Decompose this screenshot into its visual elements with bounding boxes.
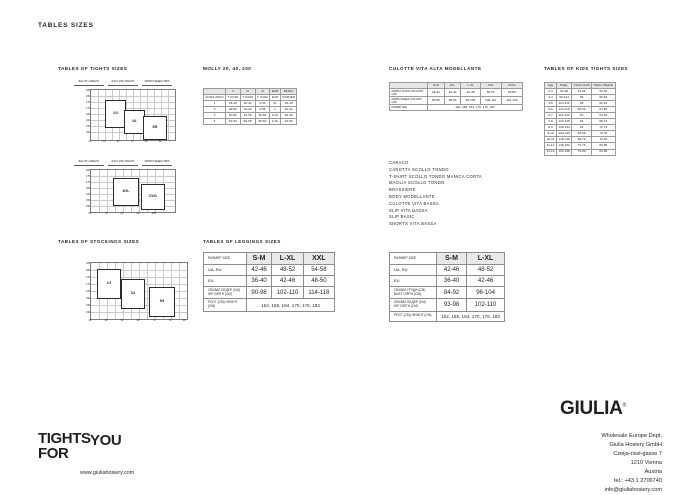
kids-r0c0: 2-3 <box>545 89 557 95</box>
product-list <box>389 160 482 228</box>
stockings-ytick-3: 170 <box>86 283 90 286</box>
kids-r7c0: 9-10 <box>545 131 557 137</box>
table-row <box>204 276 335 287</box>
address-line-5: tel.: +43 1 2706740 <box>613 478 662 485</box>
molly-r1c2: 32-34 <box>240 107 255 113</box>
molly-h-5: BA/MU <box>280 89 296 95</box>
leggings-r0c0: 42-46 <box>247 265 272 276</box>
product-list-title: CARACO <box>389 160 409 165</box>
stockings-ytick-4: 165 <box>86 290 90 293</box>
kids-h-2: Chest Girth <box>573 82 590 87</box>
stockings-ytick-0: 185 <box>86 262 90 265</box>
leggings-r1c0: 36-40 <box>247 276 272 287</box>
kids-r2c3: 62-64 <box>591 101 615 107</box>
brt-r3c0: 93-98 <box>437 299 467 311</box>
leggings-h-0: S-M <box>247 253 272 265</box>
tights-chart-2 <box>72 160 182 216</box>
chart2-xtick-1: 70 <box>104 211 108 215</box>
chart1-group-label-0: ВЕС (КГ) /WEIGHT <box>78 80 100 83</box>
molly-sh-5: РАЗМЕР <box>282 94 295 99</box>
table-row <box>390 311 505 321</box>
kids-r10c0: 12-13 <box>546 149 555 154</box>
molly-r1c4: L <box>270 107 281 113</box>
chart1-ytick-4: 165 <box>86 113 90 116</box>
kids-r6c0: 8-9 <box>545 125 557 131</box>
page-title: TABLES SIZES <box>38 22 94 29</box>
chart2-ytick-3: 165 <box>86 187 90 190</box>
molly-r3c1: 52-54 <box>225 119 240 125</box>
section-title-kids: TABLES OF KIDS TIGHTS SIZES <box>544 66 629 71</box>
chart1-ytick-5: 160 <box>86 119 90 122</box>
chart2-ytick-6: 150 <box>86 205 90 208</box>
table-row <box>390 97 523 105</box>
chart2-group-label-1: РОСТ (СМ) /HEIGHT <box>111 160 135 163</box>
brt-r0c0: 42-46 <box>437 265 467 276</box>
address-email[interactable]: info@giuliahosiery.com <box>604 487 662 494</box>
kids-r3c2: 58-60 <box>572 107 592 113</box>
table-row <box>390 276 505 287</box>
stockings-xtick-6: 90 <box>182 318 186 322</box>
leggings-table <box>203 252 335 312</box>
kids-r4c1: 116-122 <box>556 113 571 119</box>
chart2-grid <box>86 169 176 213</box>
kids-r10c3: 84-88 <box>591 149 615 155</box>
molly-sh-3: T /COM <box>257 94 268 99</box>
kids-r8c0: 10-11 <box>545 137 557 143</box>
molly-sh-2: T /COM <box>242 94 254 99</box>
molly-table <box>203 88 297 125</box>
stockings-ytick-1: 180 <box>86 269 90 272</box>
chart2-xtick-0: 60 <box>88 211 92 215</box>
kids-r6c3: 72-76 <box>591 125 615 131</box>
brt-h-0: S-M <box>437 253 467 265</box>
section-stockings <box>58 239 139 244</box>
leggings-r3-label: РОСТ (СМ) HEIGHT (CM) <box>204 299 247 311</box>
table-row <box>390 265 505 276</box>
chart1-xtick-3: 70 <box>130 139 134 143</box>
molly-r2c4: 2-XL <box>271 112 279 117</box>
culotte-r1c2: 98-104 <box>461 97 480 105</box>
kids-r2c1: 104-110 <box>556 101 571 107</box>
leggings-r2c2: 114-118 <box>303 287 334 299</box>
brt-r4-values: 152, 158, 164, 170, 176, 182 <box>437 311 505 321</box>
brt-r0-label: UA, RU <box>390 265 437 276</box>
culotte-r2-values: 152, 158, 164, 170, 176, 182 <box>428 105 523 111</box>
brt-r2c0: 84-92 <box>437 287 467 299</box>
leggings-r0c2: 54-58 <box>303 265 334 276</box>
table-row <box>204 265 335 276</box>
table-row <box>204 119 297 125</box>
chart1-group-label-2: ОБХВАТ БЕДЕР /HIPS <box>144 80 170 83</box>
list-item: BRASSIERE <box>389 187 416 193</box>
kids-r8c1: 140-146 <box>558 137 570 142</box>
slogan <box>38 432 91 461</box>
culotte-r1c4: 116-120 <box>501 97 522 105</box>
molly-sh-0: КОЖА /SKIN <box>205 94 224 99</box>
chart1-cell-1: 4/L <box>124 110 145 134</box>
chart1-xtick-1: 50 <box>102 139 106 143</box>
brt-r1-label: EU <box>390 276 437 287</box>
section-title-molly: MOLLY 20, 40, 200 <box>203 66 252 71</box>
chart2-xtick-3: 90 <box>136 211 140 215</box>
section-title-stockings: TABLES OF STOCKINGS SIZES <box>58 239 140 244</box>
leggings-h-2: XXL <box>303 253 334 265</box>
kids-r4c3: 64-68 <box>591 113 615 119</box>
chart1-cell-0: 2/4 <box>105 100 126 128</box>
molly-r2c5: 38-48 <box>280 113 296 119</box>
stockings-xtick-1: 46 <box>104 318 108 322</box>
kids-r8c3: 76-82 <box>591 137 615 143</box>
chart2-ytick-4: 160 <box>86 193 90 196</box>
chart1-ytick-6: 155 <box>86 125 90 128</box>
section-molly <box>203 66 251 71</box>
section-leggings <box>203 239 281 244</box>
table-row <box>390 299 505 311</box>
kids-r1c1: 98-104 <box>556 95 571 101</box>
kids-r6c2: 64 <box>572 125 592 131</box>
kids-r3c3: 64-68 <box>591 107 615 113</box>
address-line-4: Austria <box>644 469 662 476</box>
section-culotte <box>389 66 482 71</box>
culotte-r0c4: 58-60 <box>501 89 522 97</box>
chart1-ytick-0: 185 <box>86 89 90 92</box>
table-row <box>545 149 616 155</box>
brt-corner: РАЗМЕР SIZE <box>390 253 437 265</box>
list-item: CULOTTE VITA BASSA <box>389 200 440 206</box>
table-row <box>390 105 523 111</box>
molly-h-1: II <box>225 89 240 95</box>
brt-r1c1: 42-46 <box>467 276 505 287</box>
chart1-ytick-3: 170 <box>86 107 90 110</box>
section-kids <box>544 66 628 71</box>
molly-r3c5: 40-52 <box>280 119 296 125</box>
brt-h-1: L-XL <box>467 253 505 265</box>
brt-r3c1: 102-110 <box>467 299 505 311</box>
culotte-h-4: XXXL <box>501 83 522 89</box>
kids-h-0: Age <box>545 83 557 89</box>
chart2-ytick-1: 175 <box>86 175 90 178</box>
kids-r4c2: 60 <box>572 113 592 119</box>
kids-r9c3: 80-86 <box>591 143 615 149</box>
culotte-r1-label: ОБХВАТ БЕДЕР (СМ) HIPS (CM) <box>390 97 428 105</box>
kids-r5c2: 62 <box>572 119 592 125</box>
kids-r1c2: 56 <box>572 95 592 101</box>
slogan-line-1: TIGHTS <box>38 430 91 447</box>
slogan-line-3: YOU <box>90 432 122 449</box>
list-item: SLIP VITA BASSA <box>389 207 428 213</box>
chart2-ytick-0: 180 <box>86 169 90 172</box>
leggings-corner: РАЗМЕР SIZE <box>204 253 247 265</box>
molly-h-2: III <box>240 89 255 95</box>
kids-r10c1: 152-158 <box>558 149 570 154</box>
molly-h-3: IV <box>255 89 270 95</box>
molly-r0c4: XL <box>270 101 281 107</box>
stockings-chart <box>72 252 192 332</box>
molly-r2c2: 34-56 <box>240 113 255 119</box>
kids-r5c1: 122-128 <box>558 118 570 123</box>
brt-r3-label: ОБХВАТ БЕДЕР (СМ) HIP GIRTH (CM) <box>390 299 437 311</box>
brt-r4-label: РОСТ (СМ) HEIGHT (CM) <box>390 311 437 321</box>
kids-r3c1: 110-116 <box>556 107 571 113</box>
brand-logo <box>560 398 626 420</box>
molly-sh-1: T /COM <box>227 94 239 99</box>
leggings-h-1: L-XL <box>272 253 304 265</box>
leggings-r2c0: 90-98 <box>247 287 272 299</box>
brt-r0c1: 48-52 <box>467 265 505 276</box>
kids-r9c0: 11-12 <box>545 143 557 149</box>
brt-r2c1: 96-104 <box>467 287 505 299</box>
chart2-cell-1: 7/XXL <box>141 184 165 210</box>
stockings-xtick-2: 54 <box>120 318 124 322</box>
list-item: SLIP BASIC <box>389 214 415 220</box>
culotte-h-3: XXL <box>480 83 501 89</box>
brand-name: GIULIA <box>560 398 623 419</box>
chart1-ytick-1: 180 <box>86 95 90 98</box>
address-line-0: Wholesale Europe Dept. <box>601 433 662 439</box>
molly-r3c3: 58-60 <box>255 119 270 125</box>
kids-h-3: Tights Heights <box>593 82 614 87</box>
molly-r3c2: 56-58 <box>240 119 255 125</box>
culotte-r0c3: 50-55 <box>480 89 501 97</box>
kids-r6c1: 128-134 <box>558 124 570 129</box>
leggings-r1c1: 42-46 <box>272 276 304 287</box>
kids-r8c2: 68-70 <box>572 137 592 143</box>
stockings-cell-0: 1/2 <box>97 269 121 299</box>
kids-r9c1: 146-152 <box>558 143 570 148</box>
culotte-h-0: S-M <box>428 83 445 89</box>
leggings-r2c1: 102-110 <box>272 287 304 299</box>
chart2-ytick-5: 155 <box>86 199 90 202</box>
chart2-xtick-2: 80 <box>120 211 124 215</box>
list-item: CANOTTA SCOLLO TONDO <box>389 166 449 172</box>
table-row <box>204 299 335 311</box>
stockings-grid <box>86 262 188 320</box>
stockings-ytick-2: 175 <box>86 276 90 279</box>
brt-r2-label: ОБХВАТ ГРУДИ (СМ) BUST GIRTH (CM) <box>390 287 437 299</box>
molly-r0c5: 36-40 <box>280 101 296 107</box>
list-item: T-SHIRT SCOLLO TONDO MANICA CORTA <box>389 173 482 179</box>
kids-r5c0: 7-8 <box>545 119 557 125</box>
chart1-ytick-2: 175 <box>86 101 90 104</box>
chart2-cell-0: 6/XL <box>113 178 139 206</box>
stockings-ytick-7: 150 <box>86 311 90 314</box>
leggings-r0-label: UA, RU <box>204 265 247 276</box>
molly-r0c2: 30-32 <box>240 101 255 107</box>
culotte-r0-label: ОБХВАТ ТАЛИИ (СМ) WAIST (CM) <box>390 89 428 97</box>
kids-r9c2: 72-76 <box>572 143 592 149</box>
chart1-xtick-0: 40 <box>88 139 92 143</box>
leggings-r0c1: 48-52 <box>272 265 304 276</box>
kids-h-1: Разм. <box>556 83 571 89</box>
list-item: SHORTS VITA BASSA <box>389 221 437 227</box>
culotte-h-2: L-XL <box>461 83 480 89</box>
kids-table <box>544 82 616 156</box>
molly-r2c0: 3 <box>204 113 226 119</box>
kids-r2c0: 4-5 <box>545 101 557 107</box>
kids-r7c1: 134-140 <box>558 130 570 135</box>
website-link[interactable]: www.giuliahosiery.com <box>80 470 135 476</box>
kids-r0c3: 50-56 <box>591 89 615 95</box>
chart1-group-label-1: РОСТ (СМ) /HEIGHT <box>111 80 135 83</box>
chart1-xtick-4: 80 <box>144 139 148 143</box>
kids-r10c2: 76-80 <box>572 149 592 155</box>
molly-r2c1: 50-52 <box>225 113 240 119</box>
table-row <box>204 253 335 265</box>
list-item: MAGLIA SCOLLO TONDO <box>389 180 445 186</box>
chart2-ytick-2: 170 <box>86 181 90 184</box>
kids-r5c3: 68-72 <box>591 119 615 125</box>
culotte-r1c0: 86-88 <box>428 97 445 105</box>
section-tights <box>58 66 127 71</box>
chart1-xtick-5: 90 <box>158 139 162 143</box>
chart2-xtick-4: 100 <box>152 211 156 215</box>
table-row <box>204 287 335 299</box>
culotte-r0c1: 42-44 <box>444 89 461 97</box>
tights-chart-1 <box>72 80 182 142</box>
list-item: BODY MODELLANTE <box>389 193 435 199</box>
kids-r2c2: 58 <box>572 101 592 107</box>
section-title-tights: TABLES OF TIGHTS SIZES <box>58 66 128 71</box>
culotte-r2-label: РАЗМЕР SIZE <box>390 105 428 111</box>
kids-r7c3: 72-78 <box>591 131 615 137</box>
molly-r1c1: 48-50 <box>225 107 240 113</box>
bottom-right-table <box>389 252 505 322</box>
table-row <box>390 287 505 299</box>
chart2-group-label-2: ОБХВАТ БЕДЕР /HIPS <box>144 160 170 163</box>
kids-r4c0: 6-7 <box>545 113 557 119</box>
molly-h-4: EUR <box>271 88 279 93</box>
molly-r0c1: 46-48 <box>225 101 240 107</box>
address-line-1: Giulia Hosiery GmbH <box>609 442 662 449</box>
molly-r1c3: 4-56 <box>255 107 270 113</box>
chart1-ytick-7: 150 <box>86 131 90 134</box>
molly-r1c5: 40-44 <box>280 107 296 113</box>
molly-r1c0: 2 <box>204 107 226 113</box>
section-title-leggings: TABLES OF LEGGINGS SIZES <box>203 239 281 244</box>
address-line-2: Czeija-rissl-gasse 7 <box>613 451 662 458</box>
table-row <box>390 89 523 97</box>
chart2-group-label-0: ВЕС (КГ) /WEIGHT <box>78 160 100 163</box>
culotte-r1c1: 88-94 <box>444 97 461 105</box>
molly-r3c4: 4-XL <box>271 118 279 123</box>
slogan-line-2: FOR <box>38 444 69 462</box>
stockings-ytick-5: 160 <box>86 297 90 300</box>
chart1-grid <box>86 89 176 141</box>
leggings-r3-values: 152, 158, 164, 170, 176, 182 <box>247 299 335 311</box>
culotte-table <box>389 82 523 111</box>
leggings-r1c2: 48-50 <box>303 276 334 287</box>
stockings-xtick-3: 62 <box>136 318 140 322</box>
trademark-symbol: ® <box>622 402 626 409</box>
culotte-h-1: M-L <box>444 83 461 89</box>
kids-r1c0: 3-4 <box>545 95 557 101</box>
culotte-r0c2: 46-48 <box>461 89 480 97</box>
leggings-r1-label: EU <box>204 276 247 287</box>
address-line-3: 1210 Vienna <box>630 460 662 467</box>
kids-r1c3: 56-60 <box>591 95 615 101</box>
section-title-culotte: CULOTTE VITA ALTA MODELLANTE <box>389 66 482 71</box>
molly-r3c0: 4 <box>204 119 226 125</box>
stockings-xtick-5: 78 <box>168 318 172 322</box>
culotte-r1c3: 108-112 <box>480 97 501 105</box>
stockings-xtick-4: 70 <box>152 318 156 322</box>
kids-r0c2: 54-56 <box>572 89 592 95</box>
molly-sh-4: EUR <box>271 94 279 99</box>
brt-r1c0: 36-40 <box>437 276 467 287</box>
chart1-xtick-2: 60 <box>116 139 120 143</box>
stockings-cell-2: 5/6 <box>149 287 175 317</box>
molly-r0c0: 1 <box>204 101 226 107</box>
stockings-ytick-6: 155 <box>86 304 90 307</box>
kids-r0c1: 92-98 <box>556 89 571 95</box>
kids-r7c2: 66-68 <box>572 131 592 137</box>
culotte-r0c0: 38-44 <box>428 89 445 97</box>
molly-r2c3: 56-58 <box>255 113 270 119</box>
table-row <box>390 253 505 265</box>
kids-r3c0: 5-6 <box>545 107 557 113</box>
leggings-r2-label: ОБХВАТ БЕДЕР (СМ) HIP GIRTH (CM) <box>204 287 247 299</box>
molly-r0c3: 2-54 <box>255 101 270 107</box>
address-block <box>462 432 662 495</box>
stockings-cell-1: 3/4 <box>121 279 145 309</box>
stockings-xtick-0: 38 <box>88 318 92 322</box>
chart1-cell-2: 5/B <box>143 116 167 140</box>
